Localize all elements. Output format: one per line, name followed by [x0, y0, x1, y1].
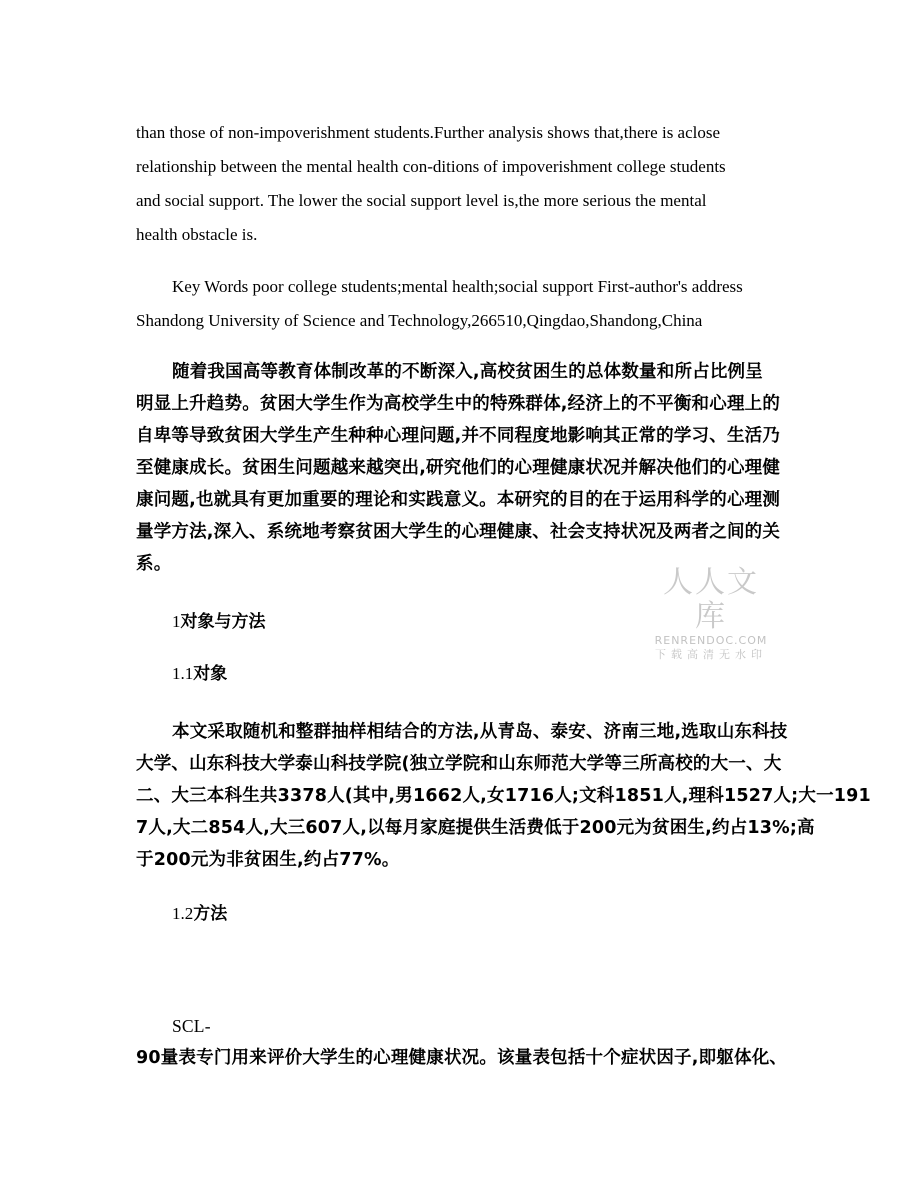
intro-line: 康问题,也就具有更加重要的理论和实践意义。本研究的目的在于运用科学的心理测: [136, 490, 781, 510]
subjects-line: 二、大三本科生共3378人(其中,男1662人,女1716人;文科1851人,理科1527人;大一191: [136, 786, 871, 806]
intro-line: 至健康成长。贫困生问题越来越突出,研究他们的心理健康状况并解决他们的心理健: [136, 458, 781, 478]
keywords-line: Key Words poor college students;mental health;social support First-author's address: [172, 277, 743, 296]
abstract-line: health obstacle is.: [136, 225, 258, 244]
abstract-line: and social support. The lower the social support level is,the more serious the mental: [136, 191, 707, 210]
subjects-line: 7人,大二854人,大三607人,以每月家庭提供生活费低于200元为贫困生,约占13%;高: [136, 818, 815, 838]
section-title: 对象与方法: [180, 612, 266, 632]
keywords-paragraph: [136, 270, 796, 338]
section-number: 1.1: [172, 664, 194, 683]
subjects-line: 大学、山东科技大学泰山科技学院(独立学院和山东师范大学等三所高校的大一、大: [136, 754, 782, 774]
renrendoc-watermark: [648, 566, 774, 662]
intro-line: 系。: [136, 554, 172, 574]
intro-paragraph: [136, 356, 786, 580]
section-heading-1-1: [172, 662, 227, 686]
author-address-line: Shandong University of Science and Technology,266510,Qingdao,Shandong,China: [136, 311, 703, 330]
intro-line: 随着我国高等教育体制改革的不断深入,高校贫困生的总体数量和所占比例呈: [172, 362, 763, 382]
watermark-subtitle: 下载高清无水印: [655, 648, 767, 661]
watermark-url: RENRENDOC.COM: [654, 634, 768, 647]
section-number: 1: [172, 612, 181, 631]
subjects-paragraph: [136, 716, 871, 876]
watermark-title: 人人文库: [663, 565, 759, 634]
intro-line: 明显上升趋势。贫困大学生作为高校学生中的特殊群体,经济上的不平衡和心理上的: [136, 394, 781, 414]
section-title: 对象: [193, 664, 228, 684]
abstract-line: than those of non-impoverishment students.Further analysis shows that,there is aclose: [136, 123, 721, 142]
section-number: 1.2: [172, 904, 194, 923]
section-heading-1: [172, 610, 266, 634]
intro-line: 自卑等导致贫困大学生产生种种心理问题,并不同程度地影响其正常的学习、生活乃: [136, 426, 781, 446]
subjects-line: 本文采取随机和整群抽样相结合的方法,从青岛、泰安、济南三地,选取山东科技: [172, 722, 788, 742]
intro-line: 量学方法,深入、系统地考察贫困大学生的心理健康、社会支持状况及两者之间的关: [136, 522, 781, 542]
section-title: 方法: [193, 904, 228, 924]
subjects-line: 于200元为非贫困生,约占77%。: [136, 850, 400, 870]
abstract-line: relationship between the mental health con-ditions of impoverishment college students: [136, 157, 726, 176]
methods-line: 90量表专门用来评价大学生的心理健康状况。该量表包括十个症状因子,即躯体化、: [136, 1048, 788, 1068]
methods-paragraph: [136, 1010, 786, 1074]
methods-line: SCL-: [172, 1016, 211, 1036]
abstract-continuation: [136, 116, 796, 252]
section-heading-1-2: [172, 902, 227, 926]
